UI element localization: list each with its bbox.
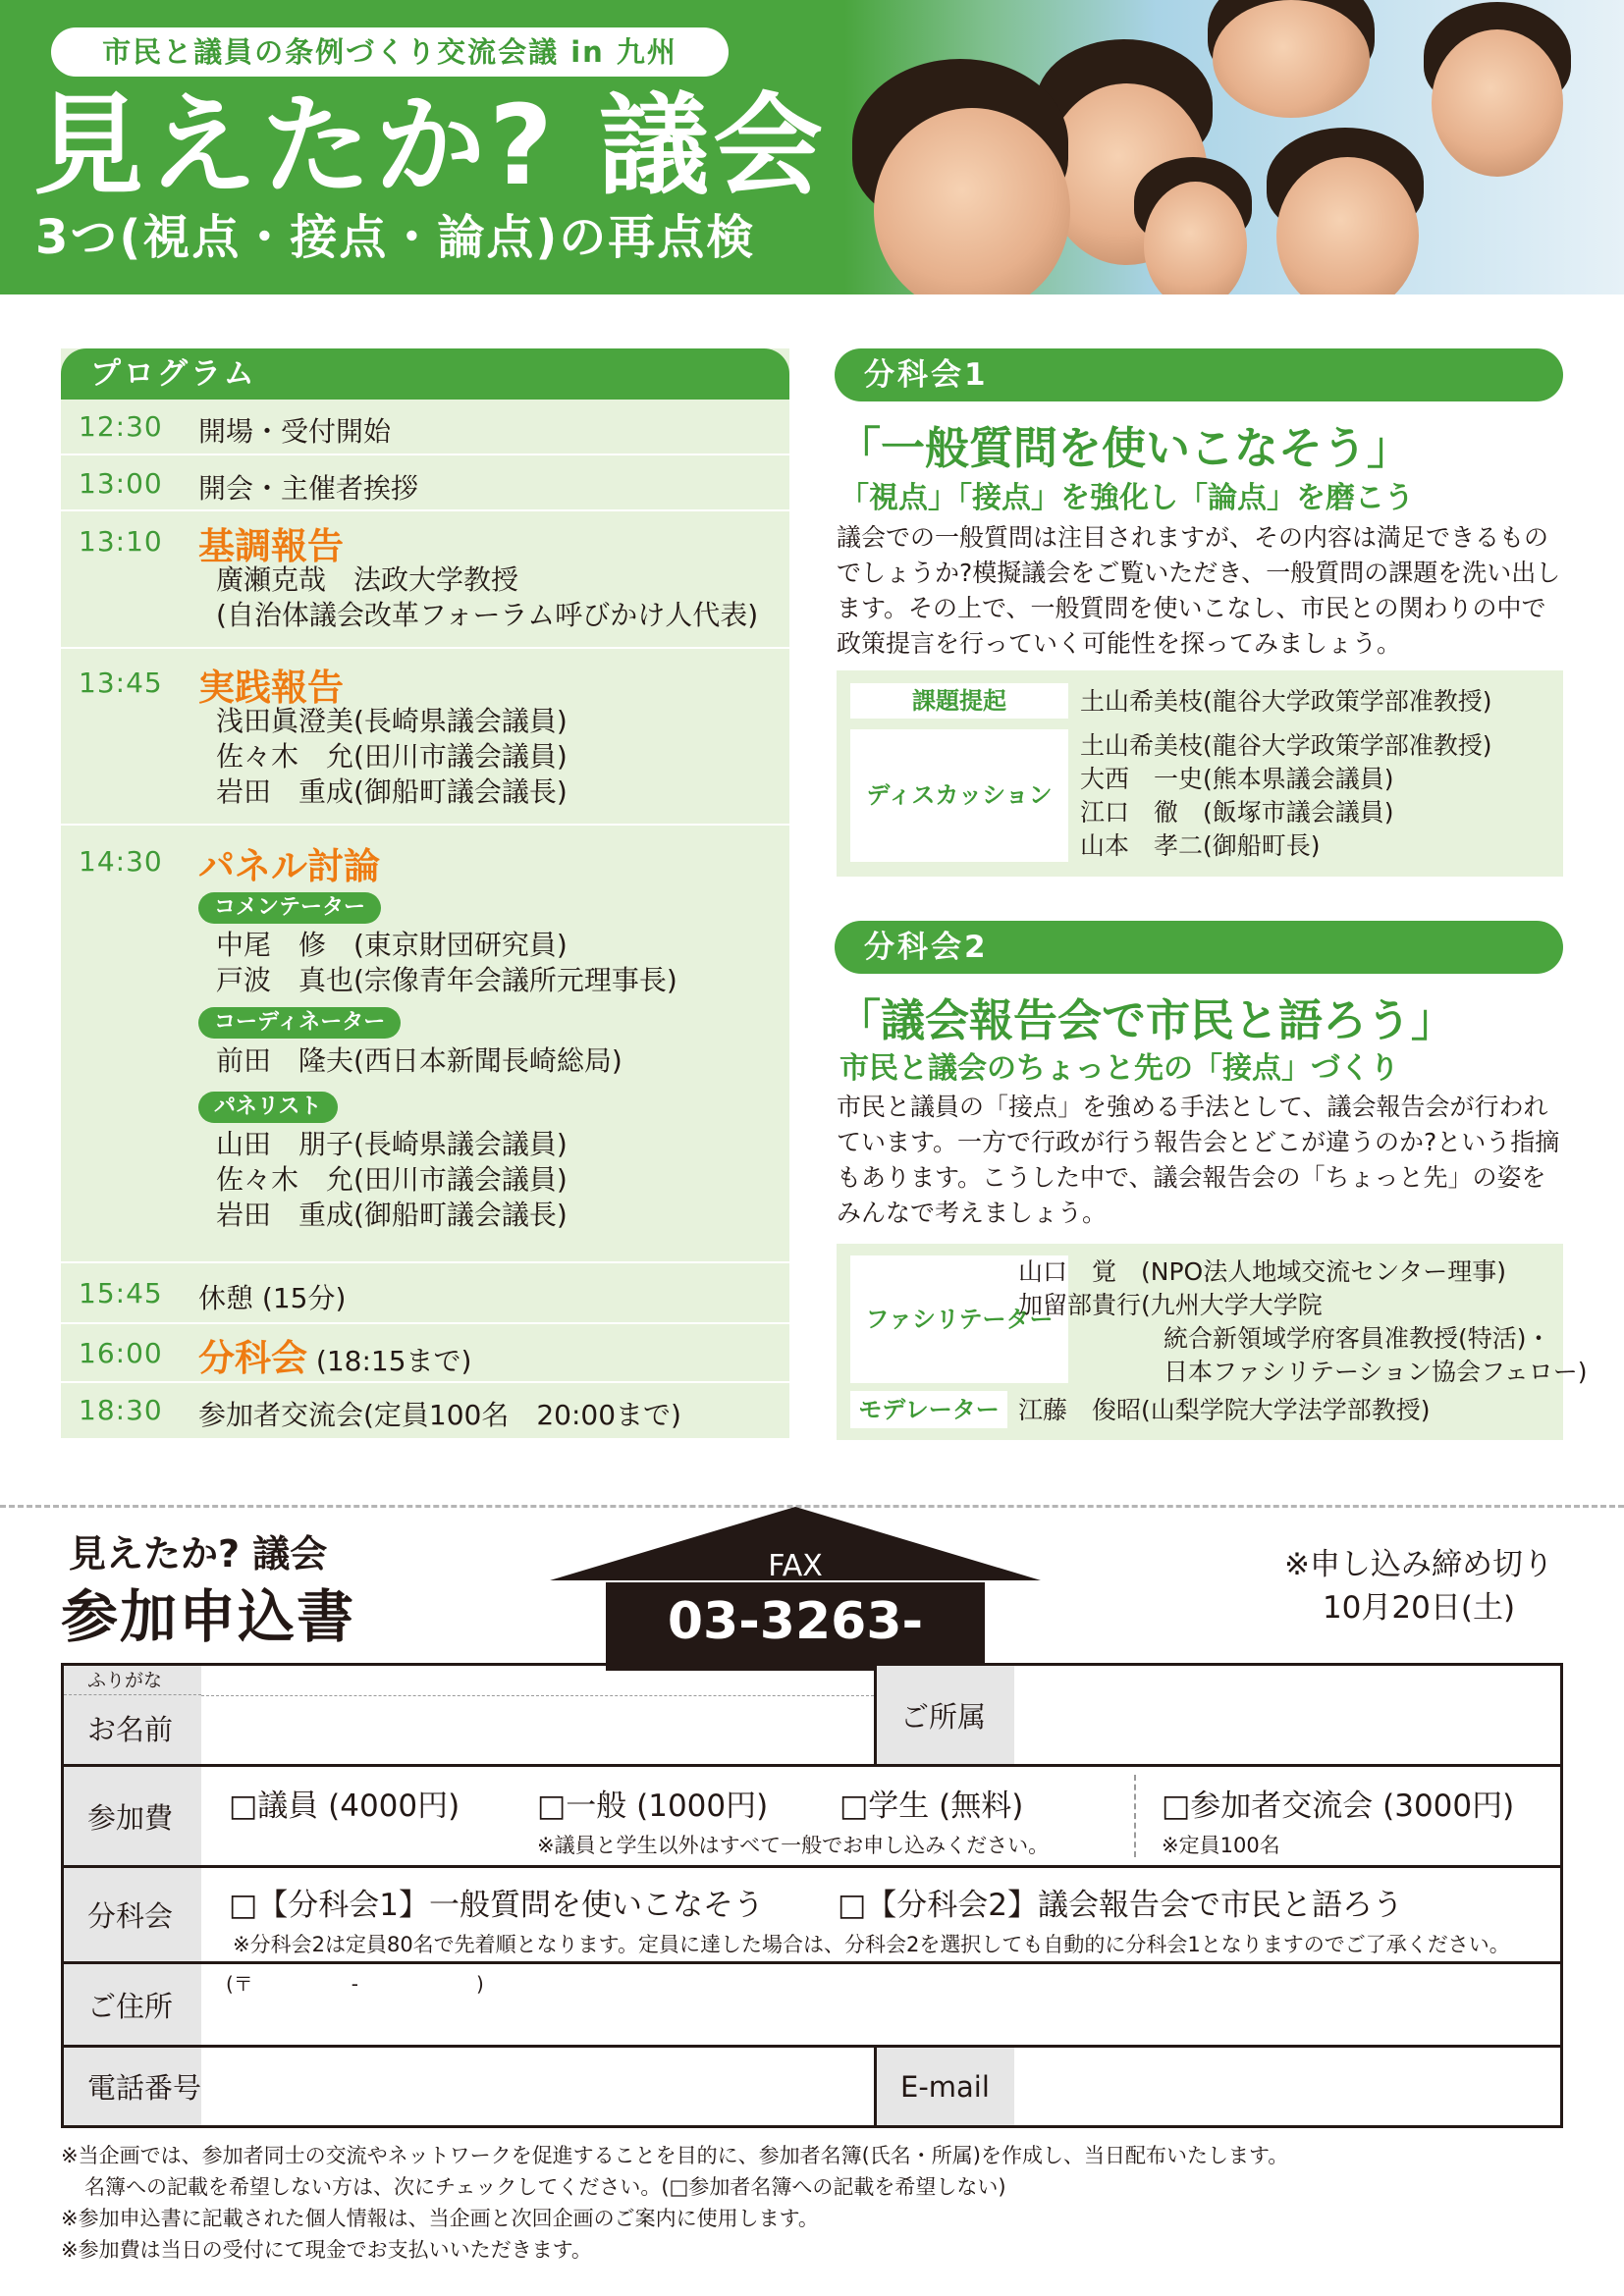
footnote: ※当企画では、参加者同士の交流やネットワークを促進することを目的に、参加者名簿(氏名・所属)を作成し、当日配布いたします。 [61,2144,1289,2167]
role-label: 課題提起 [850,683,1068,719]
program-row [61,649,789,826]
fax-label: FAX [768,1549,823,1583]
furigana-label: ふりがな [64,1666,201,1695]
session-label: 分科会 [64,1868,201,1961]
program-time: 13:10 [79,525,163,558]
program-row [61,1263,789,1324]
program-panel [61,348,789,1438]
fax-number: 03-3263-9463 [667,1592,924,1730]
session1-heading: 分科会1 [835,348,1563,401]
program-speakers: 山田 朋子(長崎県議会議員) 佐々木 允(田川市議会議員) 岩田 重成(御船町議会議長) [216,1128,568,1231]
contact-row [64,2048,1560,2125]
role-label: モデレーター [850,1391,1007,1428]
name-label-cell [64,1666,201,1764]
fee-option-party[interactable]: □参加者交流会 (3000円) [1162,1789,1515,1824]
session2-description: 市民と議員の「接点」を強める手法として、議会報告会が行われています。一方で行政が行う報告会とどこが違うのか?という指摘もあります。こうした中で、議会報告会の「ちょっと先」の姿をみんなで考えましょう。 [837,1093,1560,1227]
program-speakers: 前田 隆夫(西日本新聞長崎総局) [216,1044,623,1077]
footnote: 名簿への記載を希望しない方は、次にチェックしてください。(□参加者名簿への記載を希望しない) [84,2175,1006,2199]
program-row [61,455,789,511]
affiliation-input[interactable] [1014,1666,1560,1764]
event-name: 市民と議員の条例づくり交流会議 in 九州 [51,27,729,77]
application-form [61,1663,1563,2128]
fee-option-member[interactable]: □議員 (4000円) [229,1789,460,1824]
session2-subtitle: 市民と議会のちょっと先の「接点」づくり [839,1051,1399,1086]
address-label: ご住所 [64,1964,201,2045]
role-names: 土山希美枝(龍谷大学政策学部准教授) 大西 一史(熊本県議会議員) 江口 徹 (飯塚市議会議員) 山本 孝二(御船町長) [1080,731,1492,860]
program-time: 15:45 [79,1277,163,1309]
form-title: 参加申込書 [61,1583,356,1650]
session2-heading: 分科会2 [835,921,1563,974]
role-names: 土山希美枝(龍谷大学政策学部准教授) [1080,687,1492,716]
postal-hint: (〒 - ) [226,1972,484,1996]
session1-description: 議会での一般質問は注目されますが、その内容は満足できるものでしょうか?模擬議会をご覧いただき、一般質問の課題を洗い出します。その上で、一般質問を使いこなし、市民との関わりの中で政策提言を行っていく可能性を探ってみましょう。 [837,523,1561,658]
role-label: ファシリテーター [850,1255,1068,1383]
name-label: お名前 [87,1713,174,1746]
header-photo [844,0,1624,294]
program-speakers: 中尾 修 (東京財団研究員) 戸波 真也(宗像青年会議所元理事長) [216,929,677,996]
program-heading: プログラム [61,348,789,400]
name-row [64,1666,1560,1767]
email-label: E-mail [877,2048,1014,2125]
program-time: 13:00 [79,467,163,500]
program-row [61,400,789,455]
phone-label: 電話番号 [64,2048,201,2125]
deadline: ※申し込み締め切り 10月20日(土) [1284,1547,1553,1626]
fee-label: 参加費 [64,1767,201,1865]
header-banner [0,0,1624,294]
program-label: 休憩 (15分) [198,1282,347,1314]
program-row [61,511,789,649]
footnote: ※参加申込書に記載された個人情報は、当企画と次回企画のご案内に使用します。 [61,2207,819,2230]
role-tag-commentator: コメンテーター [198,892,381,924]
address-row [64,1964,1560,2048]
session2-title: 「議会報告会で市民と語ろう」 [837,994,1456,1046]
program-label: 参加者交流会(定員100名 20:00まで) [198,1399,681,1431]
program-label: パネル討論 [198,845,380,887]
program-label: 開場・受付開始 [198,415,392,448]
email-input[interactable] [1014,2048,1560,2125]
affiliation-label: ご所属 [877,1666,1014,1764]
role-tag-coordinator: コーディネーター [198,1007,401,1039]
program-row [61,826,789,1263]
program-label: 実践報告 [198,667,344,709]
program-time: 14:30 [79,845,163,878]
program-row [61,1383,789,1439]
session1-subtitle: 「視点」「接点」を強化し「論点」を磨こう [839,481,1414,515]
program-time: 12:30 [79,410,163,443]
name-input[interactable] [201,1695,874,1764]
session1-roles [837,670,1563,877]
main-title: 見えたか? 議会 [33,82,827,210]
program-row [61,1324,789,1383]
session-row [64,1868,1560,1964]
role-names: 江藤 俊昭(山梨学院大学法学部教授) [1018,1396,1431,1424]
program-speakers: 浅田眞澄美(長崎県議会議員) 佐々木 允(田川市議会議員) 岩田 重成(御船町議会議長) [216,705,568,808]
program-time: 16:00 [79,1337,163,1369]
session-option-1[interactable]: □【分科会1】一般質問を使いこなそう [229,1888,765,1923]
program-label: 基調報告 [198,525,344,567]
footnotes [61,2140,1288,2266]
footnote: ※参加費は当日の受付にて現金でお支払いいただきます。 [61,2238,592,2262]
address-input[interactable] [201,1964,1560,2045]
role-tag-panelist: パネリスト [198,1092,338,1123]
program-time: 18:30 [79,1394,163,1426]
party-note: ※定員100名 [1162,1834,1280,1857]
program-time: 13:45 [79,667,163,699]
program-label: 分科会 (18:15まで) [198,1337,472,1379]
phone-input[interactable] [201,2048,874,2125]
program-label: 開会・主催者挨拶 [198,472,419,505]
fee-option-general[interactable]: □一般 (1000円) [537,1789,769,1824]
sub-title: 3つ(視点・接点・論点)の再点検 [35,210,756,265]
fee-option-student[interactable]: □学生 (無料) [839,1789,1024,1824]
session2-roles [837,1244,1588,1440]
session-option-2[interactable]: □【分科会2】議会報告会で市民と語ろう [838,1888,1404,1923]
fee-note: ※議員と学生以外はすべて一般でお申し込みください。 [537,1834,1050,1857]
form-brand: 見えたか? 議会 [69,1532,328,1575]
program-speakers: 廣瀬克哉 法政大学教授 (自治体議会改革フォーラム呼びかけ人代表) [216,563,759,631]
role-label: ディスカッション [850,729,1068,862]
session1-title: 「一般質問を使いこなそう」 [837,422,1412,474]
session-note: ※分科会2は定員80名で先着順となります。定員に達した場合は、分科会2を選択しても自動的に分科会1となりますのでご了承ください。 [233,1933,1510,1956]
role-names: 山口 覚 (NPO法人地域交流センター理事) 加留部貴行(九州大学大学院 統合新領域学府客員准教授(特活)・ 日本ファシリテーション協会フェロー) [1018,1257,1588,1386]
fee-row [64,1767,1560,1868]
